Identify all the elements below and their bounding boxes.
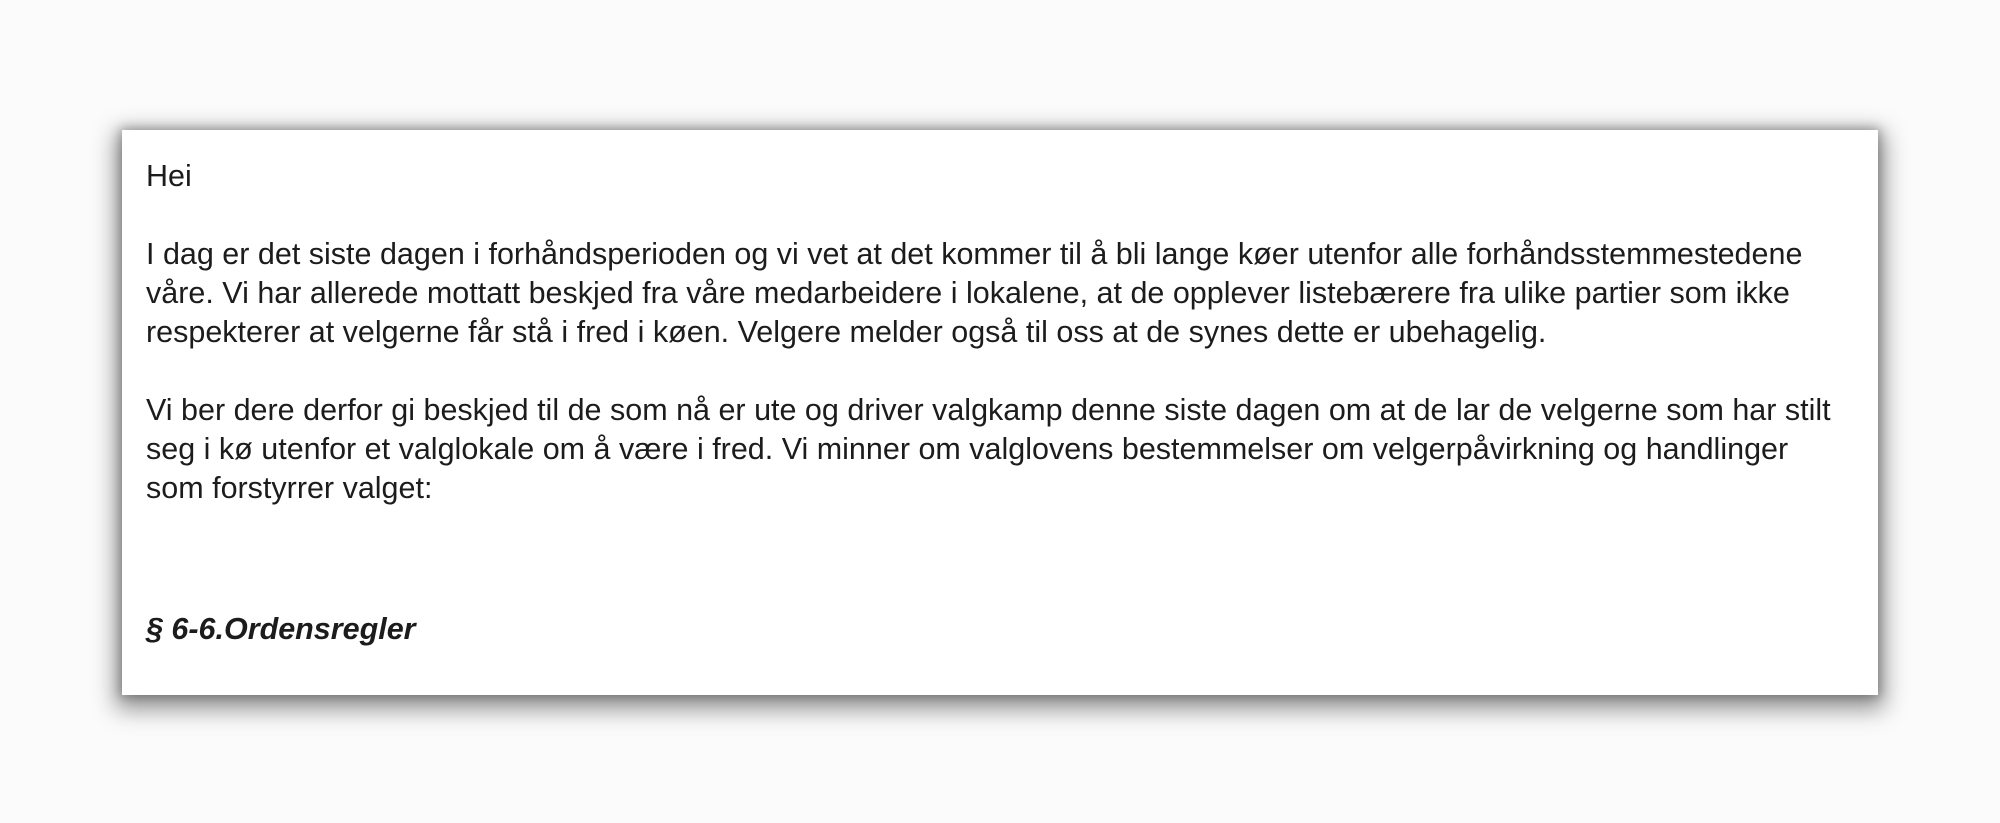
greeting-text: Hei	[146, 159, 192, 193]
paragraph-2: Vi ber dere derfor gi beskjed til de som nå er ute og driver valgkamp denne siste dagen om at de lar de velgerne som har stilt seg i kø utenfor et valglokale om å være i fred. Vi minner om valglovens bestemmelser om velgerpåvirkning og handlinger som forstyrrer valget:	[146, 393, 1831, 505]
document-card	[122, 130, 1878, 695]
section-heading: § 6-6.Ordensregler	[146, 612, 416, 646]
paragraph-1: I dag er det siste dagen i forhåndsperioden og vi vet at det kommer til å bli lange køer utenfor alle forhåndsstemmestedene våre. Vi har allerede mottatt beskjed fra våre medarbeidere i lokalene, at de opplever listebærere fra ulike partier som ikke respekterer at velgerne får stå i fred i køen. Velgere melder også til oss at de synes dette er ubehagelig.	[146, 237, 1803, 349]
